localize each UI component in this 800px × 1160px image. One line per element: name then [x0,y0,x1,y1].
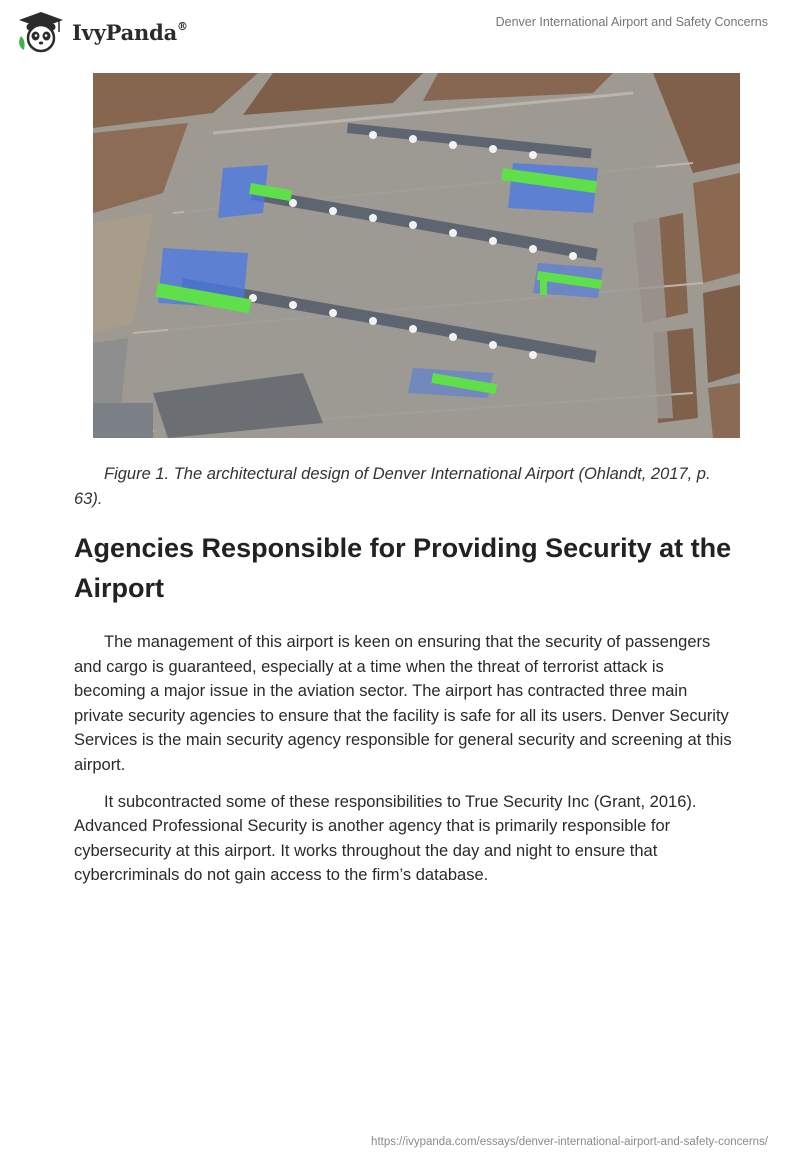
section-heading: Agencies Responsible for Providing Security at the Airport [74,533,732,603]
airport-aerial-image [93,73,740,438]
section-body [74,630,734,900]
document-title: Denver International Airport and Safety Concerns [495,15,768,29]
source-url-link[interactable]: https://ivypanda.com/essays/denver-international-airport-and-safety-concerns/ [371,1136,768,1148]
figure-caption: Figure 1. The architectural design of Denver International Airport (Ohlandt, 2017, p. 63). [74,465,711,508]
panda-graduate-icon [16,10,66,54]
brand-name: IvyPanda® [72,19,188,45]
page-header [0,0,800,60]
paragraph: It subcontracted some of these responsibilities to True Security Inc (Grant, 2016). Advanced Professional Security is another agency that is primarily responsible for cybersecurity at this airport. It works throughout the day and night to ensure that cybercriminals do not gain access to the firm’s database. [74,792,697,885]
paragraph: The management of this airport is keen on ensuring that the security of passengers and cargo is guaranteed, especially at a time when the threat of terrorist attack is becoming a major issue in the aviation sector. The airport has contracted three main private security agencies to ensure that the facility is safe for all its users. Denver Security Services is the main security agency responsible for general security and screening at this airport. [74,633,732,774]
airport-aerial-figure [93,73,740,438]
ivypanda-logo[interactable] [16,10,188,54]
